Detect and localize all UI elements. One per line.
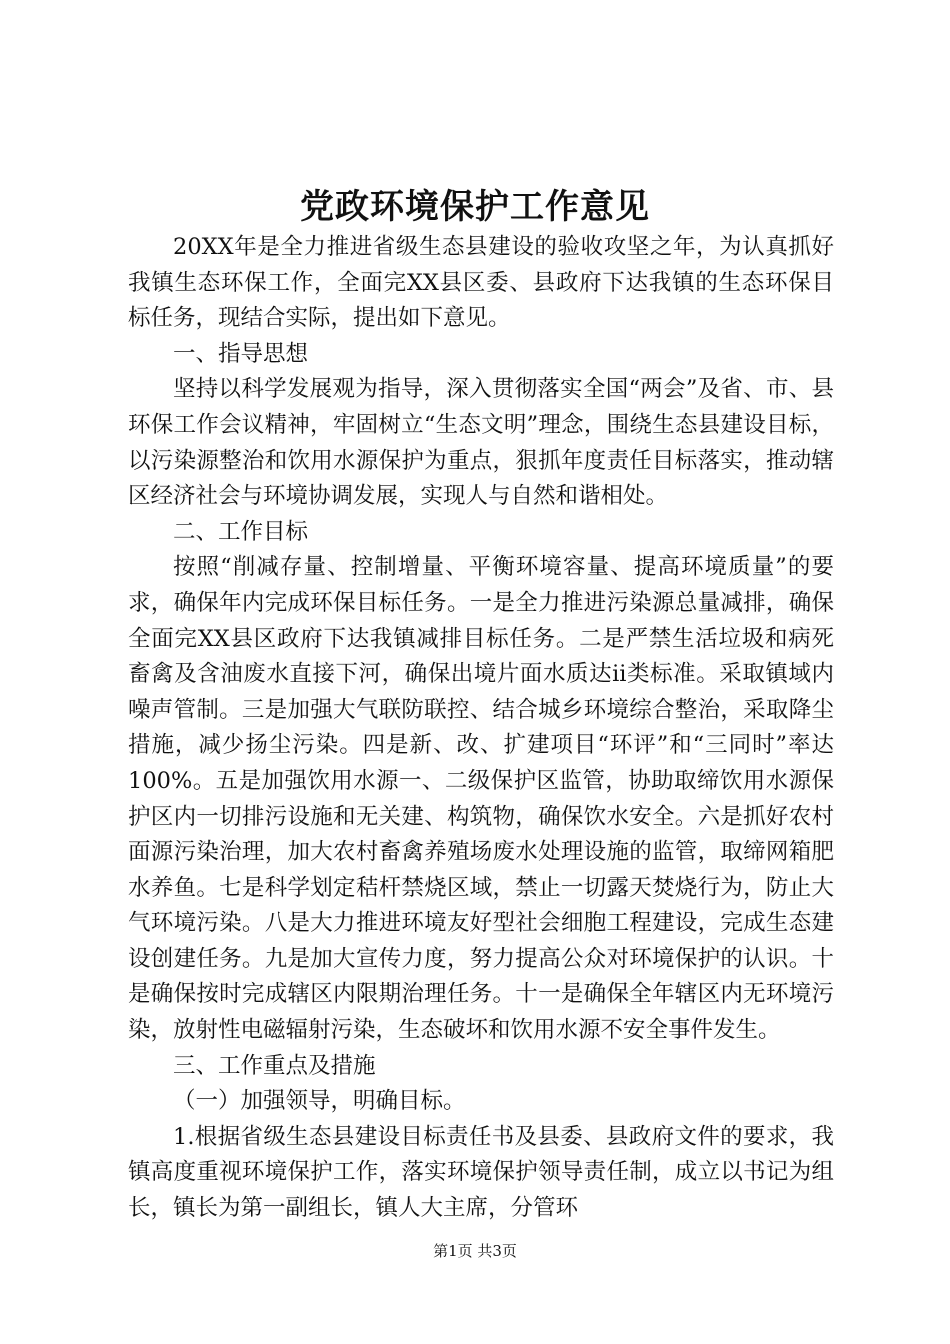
work-goals-paragraph: 按照“削减存量、控制增量、平衡环境容量、提高环境质量”的要求，确保年内完成环保目标任务。一是全力推进污染源总量减排，确保全面完XX县区政府下达我镇减排目标任务。二是严禁生活垃圾和病死畜禽及含油废水直接下河，确保出境片面水质达ii类标准。采取镇域内噪声管制。三是加强大气联防联控、结合城乡环境综合整治，采取降尘措施，减少扬尘污染。四是新、改、扩建项目“环评”和“三同时”率达100%。五是加强饮用水源一、二级保护区监管，协助取缔饮用水源保护区内一切排污设施和无关建、构筑物，确保饮水安全。六是抓好农村面源污染治理，加大农村畜禽养殖场废水处理设施的监管，取缔网箱肥水养鱼。七是科学划定秸杆禁烧区域，禁止一切露天焚烧行为，防止大气环境污染。八是大力推进环境友好型社会细胞工程建设，完成生态建设创建任务。九是加大宣传力度，努力提高公众对环境保护的认识。十是确保按时完成辖区内限期治理任务。十一是确保全年辖区内无环境污染，放射性电磁辐射污染，生态破坏和饮用水源不安全事件发生。 [128,554,834,1044]
intro-paragraph: 20XX年是全力推进省级生态县建设的验收攻坚之年，为认真抓好我镇生态环保工作，全面完XX县区委、县政府下达我镇的生态环保目标任务，现结合实际，提出如下意见。 [128,234,834,332]
page-footer: 第1页 共3页 [433,1242,517,1260]
section-heading-guiding-ideology: 一、指导思想 [173,340,309,367]
leadership-paragraph: 1.根据省级生态县建设目标责任书及县委、县政府文件的要求，我镇高度重视环境保护工作，落实环境保护领导责任制，成立以书记为组长，镇长为第一副组长，镇人大主席，分管环 [128,1123,834,1222]
document-body [128,230,834,1227]
section-heading-work-goals: 二、工作目标 [173,518,309,545]
subsection-heading-leadership: （一）加强领导，明确目标。 [173,1088,466,1115]
guiding-ideology-paragraph: 坚持以科学发展观为指导，深入贯彻落实全国“两会”及省、市、县环保工作会议精神，牢固树立“生态文明”理念，围绕生态县建设目标，以污染源整治和饮用水源保护为重点，狠抓年度责任目标落实，推动辖区经济社会与环境协调发展，实现人与自然和谐相处。 [128,376,834,510]
document-title: 党政环境保护工作意见 [300,187,650,227]
section-heading-key-measures: 三、工作重点及措施 [173,1052,376,1079]
